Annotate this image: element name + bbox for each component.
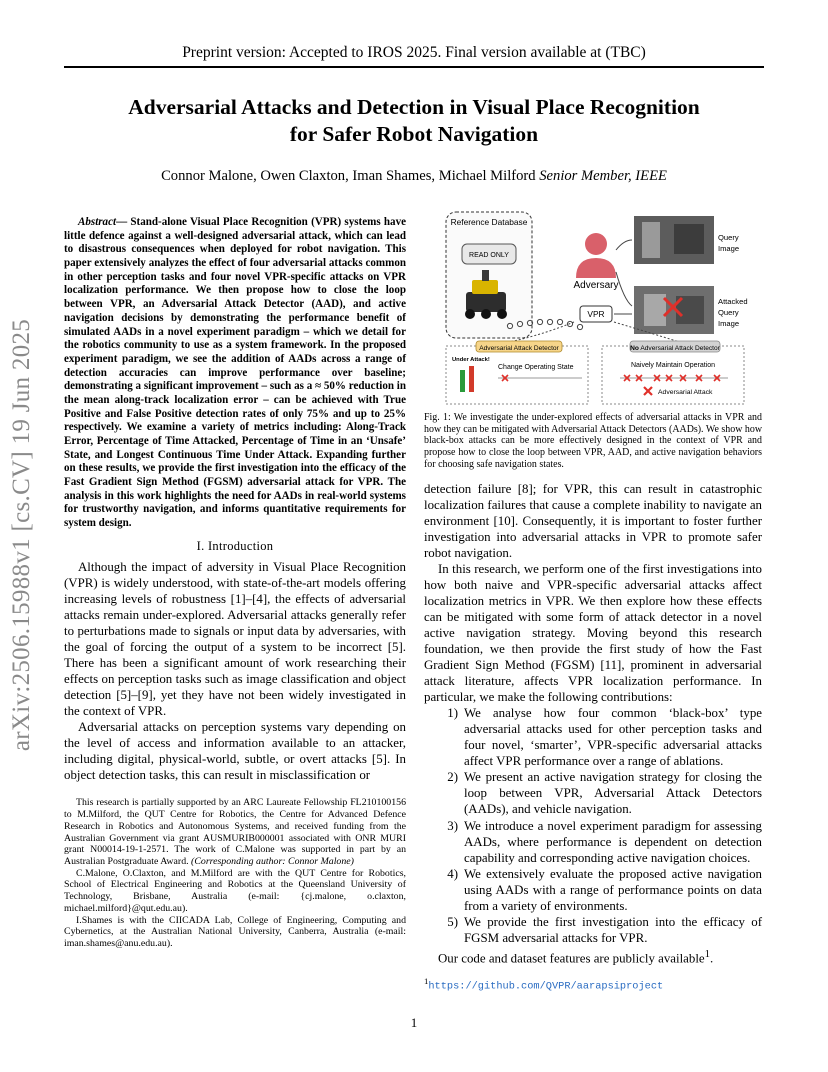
query-image-label-1: Query: [718, 233, 739, 242]
naively-maintain-label: Naively Maintain Operation: [630, 362, 716, 369]
arxiv-id: arXiv:2506.15988v1 [cs.CV] 19 Jun 2025: [8, 318, 36, 752]
attacked-state-bar: [469, 366, 474, 392]
abstract-lead: Abstract: [78, 216, 117, 228]
banner-rule: [64, 66, 764, 68]
safe-state-bar: [460, 370, 465, 392]
figure-1-caption: Fig. 1: We investigate the under-explored effects of adversarial attacks in VPR and how they can be mitigated with Adversarial Attack Detectors (AADs). We show how black-box attacks can be more effectively designed in the context of VPR and propose how to close the loop between VPR, AAD, and active navigation behaviors for choosing safe navigation states.: [424, 412, 762, 470]
footnote-number: 1: [424, 976, 429, 987]
attacked-query-label-1: Attacked: [718, 297, 748, 306]
abstract-dash: —: [116, 216, 131, 228]
intro-paragraph-1: Although the impact of adversity in Visual Place Recognition (VPR) is widely understood, with state-of-the-art models offering increasing levels of robustness [1]–[4], the effects of adversarial attacks remain under-explored. Adversarial attacks generally refer to perturbations made to signals or input data by adversaries, with the goal of forcing the output of a system to be incorrect [5]. There has been a significant amount of work researching their effects on perception tasks such as image classification and object detection [5]–[9], yet they have not been widely investigated in the context of VPR.: [64, 559, 406, 719]
page-number: 1: [410, 1015, 418, 1030]
adversary-label: Adversary: [573, 280, 619, 291]
preprint-banner: Preprint version: Accepted to IROS 2025. Final version available at (TBC): [182, 44, 646, 61]
figure-1-diagram: [424, 210, 762, 406]
abstract: [64, 216, 406, 531]
change-state-label: Change Operating State: [498, 364, 574, 371]
adversarial-attack-legend: Adversarial Attack: [658, 389, 713, 396]
contribution-item: 4) We extensively evaluate the proposed active navigation using AADs with a range of performance points on data from a variety of environments.: [447, 866, 762, 913]
footnote-support: This research is partially supported by an ARC Laureate Fellowship FL210100156 to M.Milford, the QUT Centre for Robotics, the Centre for Advanced Defence Research in Robotics and Autonomous Systems, and received funding from the Australian Government via grant AUSMURIB000001 associated with ONR MURI grant N00014-19-1-2571. The work of C.Malone was supported in part by an Australian Postgraduate Award. (Corresponding author: Connor Malone): [64, 797, 406, 867]
paper-title: [64, 94, 764, 148]
right-paragraph-2: In this research, we perform one of the first investigations into how both naive and VPR-specific adversarial attacks affect localization metrics in VPR. We then explore how these effects can be mitigated with some form of attack detector in a novel active navigation strategy. Moving beyond this research foundation, we then provide the first study of how the Fast Gradient Sign Method (FGSM) [11], prominent in adversarial attack literature, affects VPR localization performance. In particular, we make the following contributions:: [424, 561, 762, 705]
contribution-item: 1) We analyse how four common ‘black-box’ type adversarial attacks used for other perception tasks and four novel, ‘smarter’, VPR-specific adversarial attacks affect VPR performance over a range of ablations.: [447, 706, 762, 769]
code-availability: Our code and dataset features are publicly available$^1$.: [438, 947, 714, 966]
figure-1: [424, 210, 762, 406]
reference-database-label: Reference Database: [450, 217, 528, 227]
no-aad-label: No Adversarial Attack Detector: [630, 345, 720, 352]
authors-names: Connor Malone, Owen Claxton, Iman Shames, Michael Milford: [161, 168, 536, 184]
contribution-item: 5) We provide the first investigation into the efficacy of FGSM adversarial attacks for VPR.: [447, 914, 762, 945]
right-paragraph-1: detection failure [8]; for VPR, this can result in catastrophic localization failures that cause a complete inability to navigate an environment [10]. Consequently, it is important to foster further investigation into adversarial attacks in VPR to promote safer robot navigation.: [424, 481, 762, 560]
contribution-item: 3) We introduce a novel experiment paradigm for assessing AADs, where performance is dependent on detection capability and corresponding active navigation choices.: [447, 818, 762, 865]
intro-paragraph-2: Adversarial attacks on perception systems vary depending on the level of access and information available to an attacker, including digital, physical-world, subtle, or overt attacks [5]. In object detection tasks, this can result in misclassification or: [64, 720, 406, 783]
vpr-label: VPR: [587, 309, 605, 319]
attacked-query-label-2: Query: [718, 308, 739, 317]
contribution-item: 2) We present an active navigation strategy for closing the loop between VPR, Adversarial Attack Detectors (AADs), and vehicle navigation.: [447, 770, 762, 817]
left-column: [64, 216, 406, 950]
authors-suffix: Senior Member, IEEE: [539, 168, 667, 184]
footnote-affiliation-qut: C.Malone, O.Claxton, and M.Milford are with the QUT Centre for Robotics, School of Electrical Engineering and Robotics at the Queensland University of Technology, Brisbane, Australia (e-mail: {cj.malone, o.claxton, michael.milford}@qut.edu.au).: [64, 867, 406, 914]
read-only-label: READ ONLY: [469, 252, 509, 259]
footnote-affiliation-anu: I.Shames is with the CIICADA Lab, College of Engineering, Computing and Cybernetics, at the Australian National University, Canberra, Australia (e-mail: iman.shames@anu.edu.au).: [64, 914, 406, 949]
footnotes: [64, 797, 406, 949]
title-line-1: Adversarial Attacks and Detection in Visual Place Recognition: [128, 95, 700, 119]
abstract-text: Stand-alone Visual Place Recognition (VPR) systems have little defence against a well-designed adversarial attack, which can lead to disastrous consequences when deployed for robot navigation. This paper extensively analyzes the effect of four adversarial attacks common in other perception tasks and four novel VPR-specific attacks on VPR localization performance. We then propose how to close the loop between VPR, an Adversarial Attack Detector (AAD), and active navigation decisions by demonstrating the performance benefit of simulated AADs in a novel experiment paradigm – which we detail for the robotics community to use as a system framework. In the proposed experiment paradigm, we see the addition of AADs across a range of detection accuracies can improve performance over baseline; demonstrating a significant improvement – such as a ≈ 50% reduction in the mean along-track localization error – can be achieved with True Positive and False Positive detection rates of only 75% and up to 25% respectively. We examine a variety of metrics including: Along-Track Error, Percentage of Time Attacked, Percentage of Time in an ‘Unsafe’ State, and Longest Continuous Time Under Attack. Expanding further on these results, we provide the first investigation into the efficacy of the Fast Gradient Sign Method (FGSM) adversarial attack for VPR. The analysis in this work highlights the need for AADs in real-world systems for trustworthy navigation, and informs quantitative requirements for system design.: [64, 216, 407, 530]
footnote-marker: 1: [704, 947, 711, 960]
aad-label: Adversarial Attack Detector: [479, 345, 559, 352]
under-attack-label: Under Attack!: [452, 357, 490, 363]
arrow-adversary-query: [616, 240, 632, 250]
github-link[interactable]: https://github.com/QVPR/aarapsiproject: [428, 980, 664, 993]
section-heading-introduction: I. Introduction: [196, 538, 274, 553]
query-image-label-2: Image: [718, 244, 740, 253]
right-column: [424, 210, 762, 993]
footnote-code-link: [424, 976, 762, 993]
attacked-query-label-3: Image: [718, 319, 740, 328]
author-list: [64, 168, 764, 185]
aad-panel: [446, 346, 588, 404]
title-line-2: for Safer Robot Navigation: [289, 122, 539, 146]
contributions-list: [424, 705, 762, 946]
corresponding-author: (Corresponding author: Connor Malone): [191, 855, 354, 867]
adversary-icon: [576, 233, 616, 278]
arxiv-watermark: [6, 300, 38, 770]
